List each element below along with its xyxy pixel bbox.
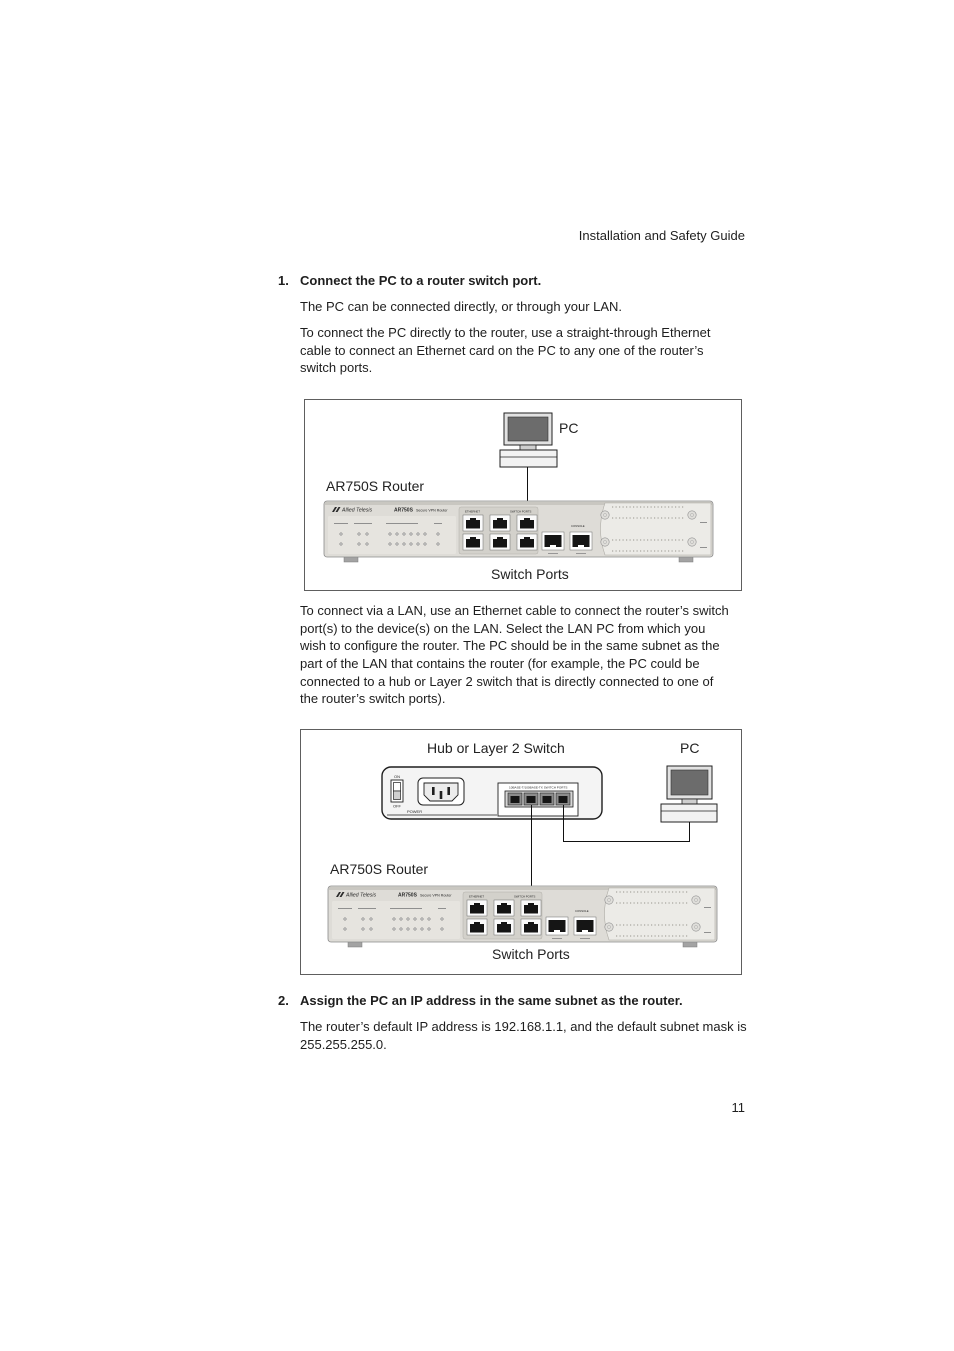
- paragraph-line: The router’s default IP address is 192.168.1.1, and the default subnet mask is: [300, 1019, 747, 1034]
- power-caption: POWER: [407, 809, 423, 814]
- step-heading: Connect the PC to a router switch port.: [300, 273, 542, 288]
- status-led: [428, 928, 431, 931]
- led-caption-mark: [434, 523, 442, 524]
- status-led: [358, 543, 361, 546]
- pc-illustration: [500, 413, 557, 467]
- status-led: [421, 928, 424, 931]
- router-label: AR750S Router: [330, 861, 429, 877]
- mounting-screw: [692, 923, 700, 931]
- status-led: [414, 928, 417, 931]
- status-led: [358, 533, 361, 536]
- status-led: [396, 533, 399, 536]
- port-caption-mark: [576, 553, 586, 554]
- mounting-screw: [605, 923, 613, 931]
- status-led: [403, 533, 406, 536]
- status-led: [441, 918, 444, 921]
- status-led: [396, 543, 399, 546]
- mounting-screw: [605, 896, 613, 904]
- step-2: [278, 992, 748, 1010]
- status-led: [340, 543, 343, 546]
- console-caption: CONSOLE: [571, 524, 585, 528]
- status-led: [340, 533, 343, 536]
- switch-on-caption: ON: [394, 774, 400, 779]
- status-led: [400, 918, 403, 921]
- paragraph-direct-connection: [300, 324, 710, 377]
- mounting-screw: [688, 511, 696, 519]
- hub-illustration: [382, 767, 602, 819]
- switch-off-caption: OFF: [393, 803, 401, 809]
- paragraph-line: part of the LAN that contains the router (for example, the PC could be: [300, 656, 700, 672]
- hub-label: Hub or Layer 2 Switch: [427, 740, 565, 756]
- paragraph-line: cable to connect an Ethernet card on the PC to any one of the router’s: [300, 342, 704, 358]
- mounting-screw: [601, 538, 609, 546]
- socket-pin: [440, 791, 443, 799]
- switch-ports-label: Switch Ports: [492, 946, 570, 962]
- step-number: 1.: [278, 273, 289, 288]
- led-caption-mark: [438, 908, 446, 909]
- status-led: [393, 928, 396, 931]
- port-caption-mark: [580, 938, 590, 939]
- status-led: [410, 543, 413, 546]
- panel-caption-mark: [704, 932, 711, 933]
- power-switch-off-half: [394, 791, 401, 800]
- status-led: [417, 543, 420, 546]
- pc-stand: [682, 799, 697, 804]
- pc-illustration: [661, 766, 717, 822]
- router-brand: Allied Telesis: [342, 507, 373, 514]
- paragraph-line: To connect via a LAN, use an Ethernet cable to connect the router’s switch: [300, 603, 729, 618]
- status-led: [414, 918, 417, 921]
- status-led: [437, 543, 440, 546]
- status-led: [366, 543, 369, 546]
- ethernet-caption: ETHERNET: [469, 894, 485, 899]
- router-vent-panel: [601, 503, 712, 555]
- ethernet-caption: ETHERNET: [465, 509, 481, 514]
- hub-ports-caption: 10BASE-T/100BASE-TX SWITCH PORTS: [509, 785, 568, 790]
- running-header: Installation and Safety Guide: [578, 228, 745, 243]
- hub-port-jack: [559, 796, 568, 803]
- panel-caption-mark: [700, 547, 707, 548]
- hub-port-jack: [543, 796, 552, 803]
- paragraph-line: the router’s switch ports).: [300, 691, 446, 707]
- led-caption-mark: [354, 523, 372, 524]
- pc-screen: [508, 417, 548, 441]
- pc-label: PC: [680, 740, 700, 756]
- mounting-screw: [688, 538, 696, 546]
- paragraph-line: port(s) to the device(s) on the LAN. Select the LAN PC from which you: [300, 620, 706, 636]
- status-led: [428, 918, 431, 921]
- status-led: [393, 918, 396, 921]
- step-heading: Assign the PC an IP address in the same subnet as the router.: [300, 993, 683, 1008]
- led-caption-mark: [358, 908, 376, 909]
- router-label: AR750S Router: [326, 478, 425, 494]
- socket-pin: [432, 787, 435, 795]
- mounting-screw: [601, 511, 609, 519]
- status-led: [424, 543, 427, 546]
- step-1: [278, 272, 748, 290]
- router-illustration: [328, 886, 717, 947]
- status-led: [366, 533, 369, 536]
- led-caption-mark: [390, 908, 422, 909]
- status-led: [407, 918, 410, 921]
- router-model: AR750S: [394, 507, 413, 514]
- status-led: [424, 533, 427, 536]
- paragraph-line: 255.255.255.0.: [300, 1036, 387, 1052]
- console-caption: CONSOLE: [575, 909, 589, 913]
- status-led: [362, 918, 365, 921]
- status-led: [400, 928, 403, 931]
- paragraph-line: To connect the PC directly to the router, use a straight-through Ethernet: [300, 325, 711, 340]
- paragraph-line: wish to configure the router. The PC should be in the same subnet as the: [300, 638, 720, 654]
- switch-ports-caption: SWITCH PORTS: [514, 894, 536, 899]
- pc-base: [500, 450, 557, 467]
- status-led: [389, 533, 392, 536]
- paragraph-default-address: [300, 1018, 747, 1053]
- router-led-panel: [332, 901, 460, 939]
- paragraph-line: connected to a hub or Layer 2 switch that is directly connected to one of: [300, 673, 714, 689]
- figure-lan-connection: [300, 729, 742, 975]
- direct-connection-diagram: [305, 400, 741, 590]
- paragraph-line: The PC can be connected directly, or through your LAN.: [300, 299, 623, 314]
- status-led: [389, 543, 392, 546]
- panel-caption-mark: [700, 522, 707, 523]
- hub-port-jack: [511, 796, 520, 803]
- pc-screen: [671, 770, 708, 795]
- port-caption-mark: [548, 553, 558, 554]
- router-led-panel: [328, 516, 456, 554]
- pc-label: PC: [559, 420, 579, 436]
- mounting-screw: [692, 896, 700, 904]
- switch-ports-caption: SWITCH PORTS: [510, 509, 532, 514]
- status-led: [403, 543, 406, 546]
- status-led: [437, 533, 440, 536]
- router-subtitle: Secure VPN Router: [416, 508, 448, 513]
- socket-pin: [447, 787, 450, 795]
- router-subtitle: Secure VPN Router: [420, 893, 452, 898]
- pc-base: [661, 804, 717, 822]
- status-led: [421, 918, 424, 921]
- router-illustration: [324, 501, 713, 562]
- figure-direct-connection: [304, 399, 742, 591]
- status-led: [370, 928, 373, 931]
- paragraph-connection-options: [300, 298, 622, 316]
- router-vent-panel: [605, 888, 716, 940]
- switch-ports-label: Switch Ports: [491, 566, 569, 582]
- panel-caption-mark: [704, 907, 711, 908]
- paragraph-lan-connection: [300, 602, 729, 708]
- led-caption-mark: [386, 523, 418, 524]
- status-led: [344, 928, 347, 931]
- port-caption-mark: [552, 938, 562, 939]
- led-caption-mark: [334, 523, 348, 524]
- step-number: 2.: [278, 993, 289, 1008]
- paragraph-line: switch ports.: [300, 360, 373, 376]
- status-led: [362, 928, 365, 931]
- status-led: [407, 928, 410, 931]
- status-led: [441, 928, 444, 931]
- power-switch-on-half: [394, 783, 401, 792]
- lan-connection-diagram: [301, 730, 741, 974]
- status-led: [410, 533, 413, 536]
- router-brand: Allied Telesis: [346, 892, 377, 899]
- pc-stand: [520, 445, 536, 450]
- status-led: [417, 533, 420, 536]
- status-led: [370, 918, 373, 921]
- status-led: [344, 918, 347, 921]
- page-number: 11: [731, 1100, 745, 1115]
- router-model: AR750S: [398, 892, 417, 899]
- led-caption-mark: [338, 908, 352, 909]
- hub-port-jack: [527, 796, 536, 803]
